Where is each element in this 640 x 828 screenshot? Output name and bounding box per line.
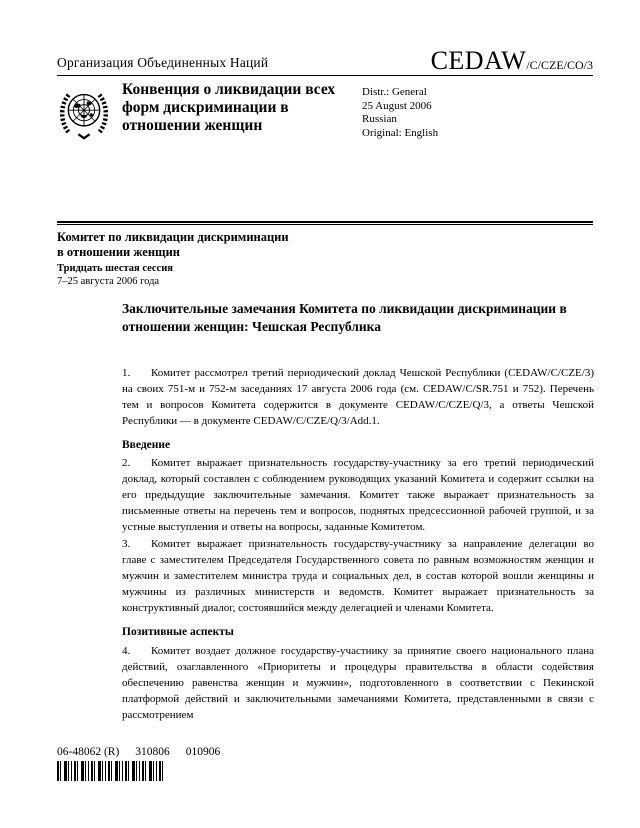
footer-job-number: 06-48062 (R)	[57, 746, 120, 758]
distr-language: Russian	[362, 113, 397, 125]
paragraph-2	[122, 456, 594, 536]
paragraph-2-number: 2.	[122, 457, 131, 469]
un-emblem-icon	[56, 85, 112, 141]
document-symbol-main: CEDAW	[430, 46, 527, 75]
paragraph-4	[122, 644, 594, 724]
paragraph-3-number: 3.	[122, 538, 131, 550]
footer-job-line	[57, 746, 236, 758]
paragraph-1-number: 1.	[122, 367, 131, 379]
distribution-block	[362, 86, 438, 140]
committee-block	[57, 230, 289, 288]
document-symbol	[431, 46, 593, 76]
paragraph-3-text: Комитет выражает признательность государству-участнику за направление делегации во главе с заместителем Председателя Государственного совета по равным возможностям женщин и мужчин и заместителем министра труда и социальных дел, в состав которой вошли женщины и мужчины из различных министерств и ведомств. Комитет выражает признательность за конструктивный диалог, состоявшийся между делегацией и членами Комитета.	[122, 538, 594, 614]
session-title: Тридцать шестая сессия	[57, 263, 173, 274]
header-divider	[57, 75, 593, 76]
session-dates: 7–25 августа 2006 года	[57, 275, 160, 287]
paragraph-3	[122, 537, 594, 617]
footer-code-2: 010906	[185, 746, 221, 758]
paragraph-4-number: 4.	[122, 645, 131, 657]
committee-name-line1: Комитет по ликвидации дискриминации	[57, 230, 289, 244]
committee-name-line2: в отношении женщин	[57, 245, 180, 259]
footer-code-1: 310806	[135, 746, 170, 758]
section-divider	[57, 221, 593, 225]
distr-line: Distr.: General	[362, 86, 427, 98]
document-title: Заключительные замечания Комитета по ликвидации дискриминации в отношении женщин: Чешская Республика	[122, 301, 567, 334]
un-org-name: Организация Объединенных Наций	[57, 55, 269, 70]
section-heading-introduction: Введение	[122, 439, 171, 451]
paragraph-4-text: Комитет воздает должное государству-участнику за принятие своего национального плана действий, озаглавленного «Приоритеты и процедуры правительства в области содействия обеспечению равенства женщин и мужчин», подготовленного в соответствии с Пекинской платформой действий и заключительными замечаниями Комитета, представленными в связи с рассмотрением	[122, 645, 594, 721]
document-symbol-suffix: /C/CZE/CO/3	[526, 58, 593, 72]
barcode-image	[57, 761, 163, 781]
convention-title: Конвенция о ликвидации всех форм дискриминации в отношении женщин	[122, 81, 336, 134]
distr-original: Original: English	[362, 126, 439, 139]
paragraph-1	[122, 366, 594, 430]
distr-date: 25 August 2006	[362, 99, 432, 112]
paragraph-1-text: Комитет рассмотрел третий периодический доклад Чешской Республики (CEDAW/C/CZE/3) на своих 751-м и 752-м заседаниях 17 августа 2006 года (см. CEDAW/C/SR.751 и 752). Перечень тем и вопросов Комитета содержится в документе CEDAW/C/CZE/Q/3, а ответы Чешской Республики — в документе CEDAW/C/CZE/Q/3/Add.1.	[122, 367, 594, 427]
paragraph-2-text: Комитет выражает признательность государству-участнику за его третий периодический доклад, который составлен с соблюдением руководящих указаний Комитета и содержит ссылки на его предыдущие заключительные замечания. Комитет также выражает признательность за письменные ответы на перечень тем и вопросов, поднятых предсессионной рабочей группой, и за устные выступления и ответы на вопросы, заданные Комитетом.	[122, 457, 594, 533]
section-heading-positive-aspects: Позитивные аспекты	[122, 626, 234, 638]
